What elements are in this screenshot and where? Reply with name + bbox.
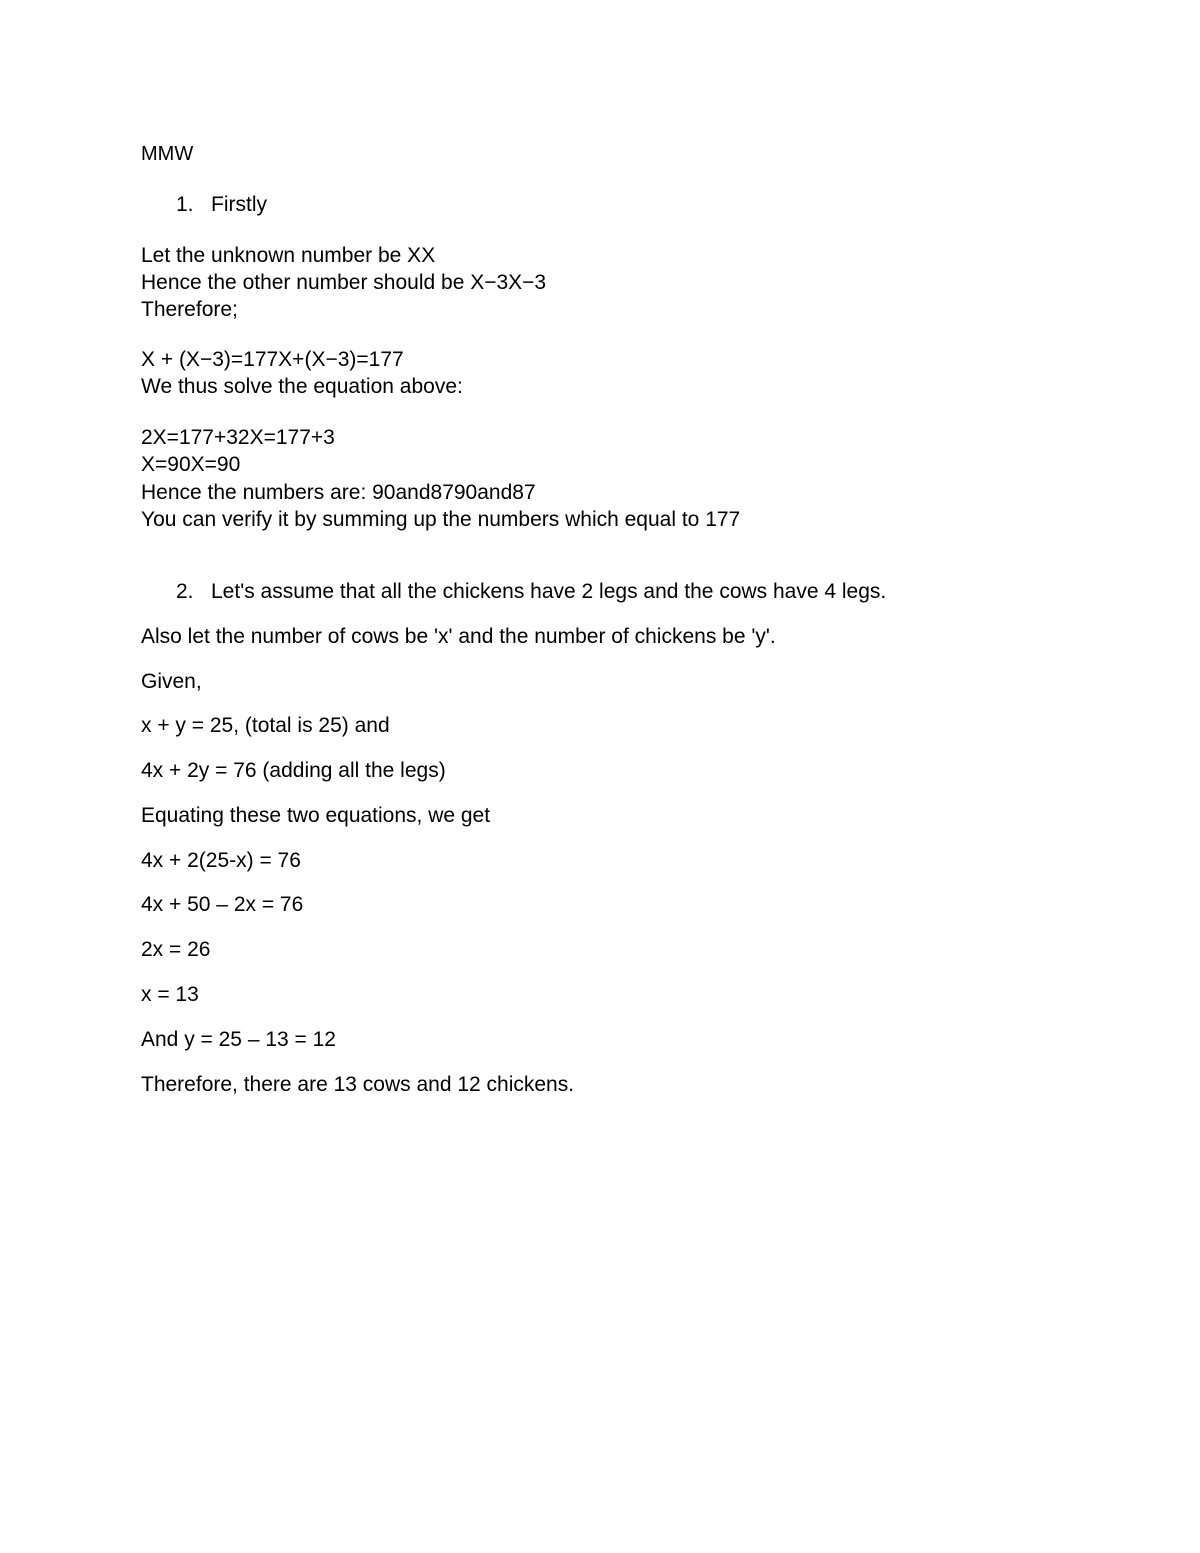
equation-line: 2x = 26	[141, 938, 211, 961]
text-line: Therefore, there are 13 cows and 12 chickens.	[141, 1073, 575, 1096]
list-item-title: Let's assume that all the chickens have 2 legs and the cows have 4 legs.	[211, 580, 887, 603]
equation-line: x + y = 25, (total is 25) and	[141, 714, 390, 737]
equation-line: X=90X=90	[141, 453, 241, 476]
equation-line: 4x + 2y = 76 (adding all the legs)	[141, 759, 446, 782]
equation-line: x = 13	[141, 983, 199, 1006]
text-line: Given,	[141, 670, 202, 693]
text-line: Let the unknown number be XX	[141, 244, 436, 267]
list-number: 1.	[176, 193, 194, 216]
text-line: Also let the number of cows be 'x' and the number of chickens be 'y'.	[141, 625, 776, 648]
list-number: 2.	[176, 580, 194, 603]
text-line: We thus solve the equation above:	[141, 375, 463, 398]
text-line: You can verify it by summing up the numbers which equal to 177	[141, 508, 741, 531]
equation-line: 2X=177+32X=177+3	[141, 426, 335, 449]
document-header: MMW	[141, 143, 194, 165]
equation-line: And y = 25 – 13 = 12	[141, 1028, 336, 1051]
text-line: Therefore;	[141, 298, 238, 321]
equation-line: X + (X−3)=177X+(X−3)=177	[141, 348, 404, 371]
text-line: Hence the other number should be X−3X−3	[141, 271, 547, 294]
list-item-title: Firstly	[211, 193, 267, 216]
list-item-2	[176, 578, 886, 606]
text-line: Equating these two equations, we get	[141, 804, 491, 827]
list-item-1	[176, 191, 267, 219]
equation-line: 4x + 50 – 2x = 76	[141, 893, 304, 916]
equation-line: 4x + 2(25-x) = 76	[141, 849, 301, 872]
text-line: Hence the numbers are: 90and8790and87	[141, 481, 536, 504]
